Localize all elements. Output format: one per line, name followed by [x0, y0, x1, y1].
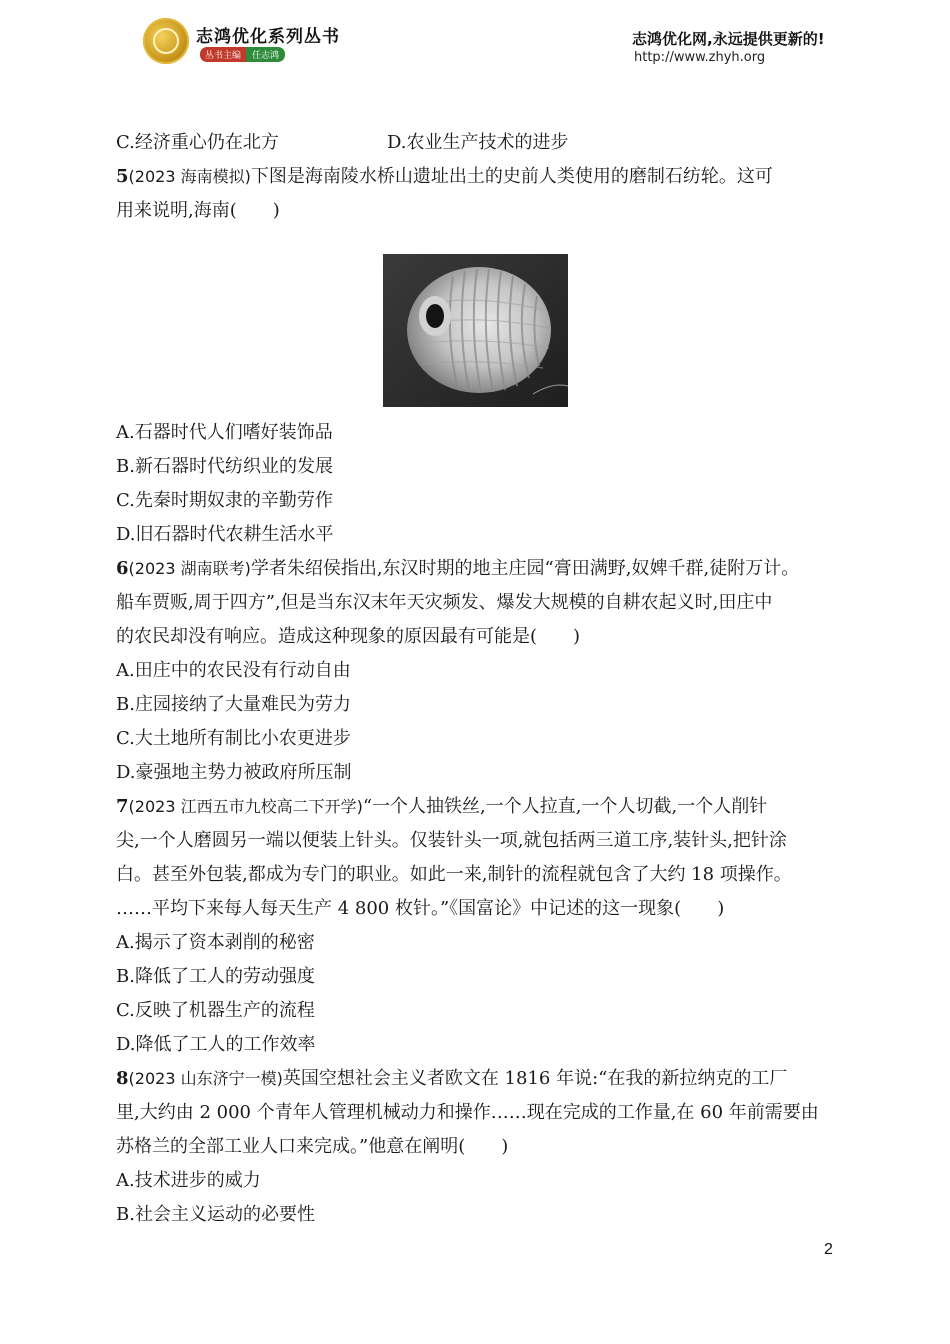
spindle-whorl-image [383, 254, 568, 407]
site-slogan: 志鸿优化网,永远提供更新的! [632, 30, 825, 48]
q5-source [129, 166, 251, 187]
q7-option-d: D.降低了工人的工作效率 [116, 1034, 316, 1055]
q8-option-a: A.技术进步的威力 [116, 1170, 261, 1191]
q7-stem-line-2: 尖,一个人磨圆另一端以便装上针头。仅装针头一项,就包括两三道工序,装针头,把针涂 [116, 830, 787, 851]
q5-option-c: C.先秦时期奴隶的辛勤劳作 [116, 490, 333, 511]
q8-stem-line-1 [116, 1062, 836, 1096]
q8-option-b: B.社会主义运动的必要性 [116, 1204, 315, 1225]
q8-source: (2023 山东济宁一模) [128, 1069, 283, 1088]
q7-stem-line-1 [116, 790, 836, 824]
q5-option-b: B.新石器时代纺织业的发展 [116, 456, 333, 477]
editor-label: 丛书主编 [200, 47, 246, 62]
q8-number: 8 [116, 1068, 129, 1089]
q7-number: 7 [116, 796, 129, 817]
q7-text-1: “一个人抽铁丝,一个人拉直,一个人切截,一个人削针 [362, 796, 768, 817]
q6-stem-line-3: 的农民却没有响应。造成这种现象的原因最有可能是( ) [116, 626, 581, 647]
q6-source: (2023 湖南联考) [128, 559, 251, 578]
q7-option-a: A.揭示了资本剥削的秘密 [116, 932, 315, 953]
q5-option-a: A.石器时代人们嗜好装饰品 [116, 422, 333, 443]
q7-stem-line-3: 白。甚至外包装,都成为专门的职业。如此一来,制针的流程就包含了大约 18 项操作。 [116, 864, 792, 885]
q4-option-d: D.农业生产技术的进步 [387, 132, 569, 153]
q5-stem-line-1 [116, 160, 836, 194]
brand-logo [143, 18, 189, 64]
site-url[interactable]: http://www.zhyh.org [634, 50, 766, 65]
q4-options-cd [116, 126, 836, 160]
q5-text-1: 下图是海南陵水桥山遗址出土的史前人类使用的磨制石纺轮。这可 [250, 166, 773, 187]
q8-text-1: 英国空想社会主义者欧文在 1816 年说:“在我的新拉纳克的工厂 [282, 1068, 788, 1089]
q4-option-c: C.经济重心仍在北方 [116, 132, 279, 153]
q5-source-text: (2023 海南模拟) [128, 167, 251, 186]
q5-figure [116, 228, 836, 416]
q8-stem-line-2: 里,大约由 2 000 个青年人管理机械动力和操作……现在完成的工作量,在 60 年前需要由 [116, 1102, 819, 1123]
q6-option-b: B.庄园接纳了大量难民为劳力 [116, 694, 351, 715]
page-number: 2 [824, 1241, 833, 1258]
q6-text-1: 学者朱绍侯指出,东汉时期的地主庄园“膏田满野,奴婢千群,徒附万计。 [250, 558, 800, 579]
q7-source: (2023 江西五市九校高二下开学) [128, 797, 363, 816]
q8-stem-line-3: 苏格兰的全部工业人口来完成。”他意在阐明( ) [116, 1136, 509, 1157]
q5-number: 5 [116, 166, 129, 187]
q7-stem-line-4: ……平均下来每人每天生产 4 800 枚针。”《国富论》中记述的这一现象( ) [116, 898, 725, 919]
page-content [116, 126, 836, 1232]
brand-title: 志鸿优化系列丛书 [196, 27, 340, 47]
q6-option-c: C.大土地所有制比小农更进步 [116, 728, 351, 749]
q6-option-d: D.豪强地主势力被政府所压制 [116, 762, 352, 783]
q7-option-c: C.反映了机器生产的流程 [116, 1000, 315, 1021]
editor-name: 任志鸿 [246, 47, 285, 62]
q5-stem-line-2: 用来说明,海南( ) [116, 200, 280, 221]
q6-stem-line-2: 船车贾贩,周于四方”,但是当东汉末年天灾频发、爆发大规模的自耕农起义时,田庄中 [116, 592, 773, 613]
q6-option-a: A.田庄中的农民没有行动自由 [116, 660, 351, 681]
q6-number: 6 [116, 558, 129, 579]
brand-subtitle [200, 47, 285, 62]
page-header [0, 0, 950, 80]
q6-stem-line-1 [116, 552, 836, 586]
q5-option-d: D.旧石器时代农耕生活水平 [116, 524, 334, 545]
spindle-whorl-photo [383, 254, 568, 407]
q7-option-b: B.降低了工人的劳动强度 [116, 966, 315, 987]
